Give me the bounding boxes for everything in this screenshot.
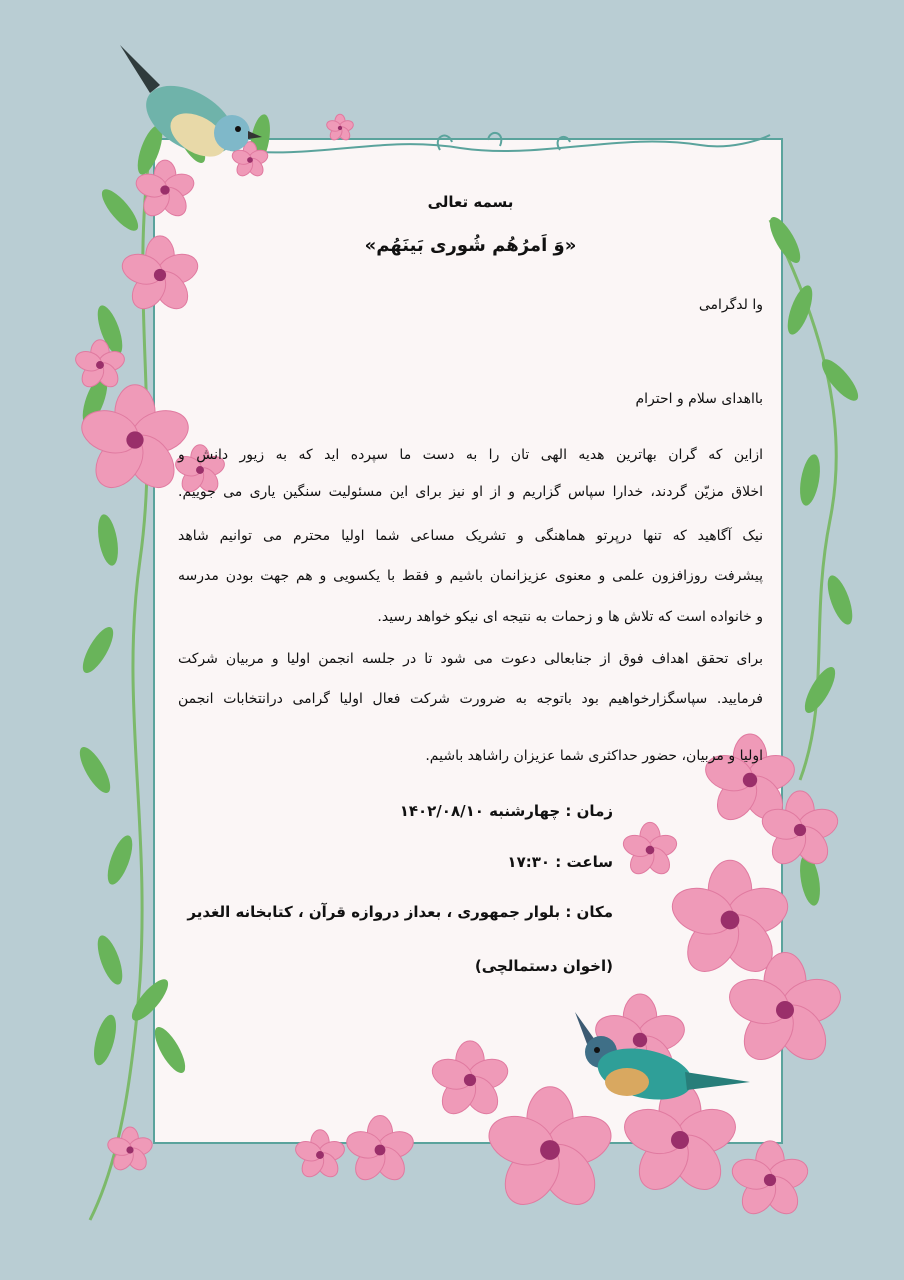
flower-icon	[106, 1127, 155, 1174]
meeting-date: زمان : چهارشنبه ۱۴۰۲/۰۸/۱۰	[399, 802, 613, 820]
leaf-icon	[103, 832, 138, 887]
flower-icon	[621, 822, 680, 878]
basmala-heading: بسمه تعالی	[427, 193, 514, 211]
meeting-time: ساعت : ۱۷:۳۰	[507, 853, 613, 871]
leaf-icon	[93, 932, 128, 987]
meeting-place: مکان : بلوار جمهوری ، بعداز دروازه قرآن ، کتابخانه الغدیر	[187, 903, 613, 921]
flower-icon	[343, 1116, 416, 1186]
paragraph-line: پیشرفت روزافزون علمی و معنوی عزیزانمان باشیم و فقط با یکسویی و هم جهت بودن مدرسه	[178, 568, 763, 584]
flower-icon	[293, 1130, 347, 1181]
leaf-icon	[799, 663, 841, 717]
paragraph-line: فرمایید. سپاسگزارخواهیم بود باتوجه به ضرورت شرکت فعال اولیا گرامی درانتخابات انجمن	[178, 691, 763, 707]
flower-icon	[428, 1041, 511, 1120]
leaf-icon	[797, 453, 824, 507]
leaf-icon	[816, 354, 863, 405]
flower-icon	[728, 1141, 811, 1220]
paragraph-line: نیک آگاهید که تنها درپرتو هماهنگی و تشریک مساعی شما اولیا محترم می توانیم شاهد	[178, 528, 763, 544]
leaf-icon	[77, 623, 119, 677]
flower-icon	[619, 1083, 741, 1199]
paragraph-line: و خانواده است که تلاش ها و زحمات به نتیجه ای نیکو خواهد رسید.	[377, 609, 763, 625]
paragraph-line: اولیا و مربیان، حضور حداکثری شما عزیزان راشاهد باشیم.	[425, 748, 763, 764]
greeting: بااهدای سلام و احترام	[635, 391, 763, 407]
paragraph-line: برای تحقق اهداف فوق از جنابعالی دعوت می شود تا در جلسه انجمن اولیا و مربیان شرکت	[178, 651, 763, 667]
quran-verse: «وَ اَمرُهُم شُوری بَینَهُم»	[364, 235, 577, 256]
leaf-icon	[126, 974, 173, 1025]
leaf-icon	[823, 572, 858, 627]
flower-icon	[325, 114, 354, 142]
recipient-salutation: وا لدگرامی	[698, 297, 763, 313]
leaf-icon	[74, 743, 116, 797]
paragraph-line: اخلاق مزیّن گردند، خدارا سپاس گزاریم و از او نیز برای این مسئولیت سنگین یاری می جوییم.	[178, 484, 763, 500]
leaf-icon	[764, 213, 806, 267]
paragraph-line: ازاین که گران بهاترین هدیه الهی تان را به دست ما سپرده اید که به زیور دانش و	[178, 447, 763, 463]
meeting-place-detail: (اخوان دستمالچی)	[474, 957, 613, 975]
flower-icon	[483, 1087, 618, 1215]
leaf-icon	[149, 1023, 191, 1077]
leaf-icon	[90, 1013, 121, 1068]
leaf-icon	[96, 184, 143, 235]
leaf-icon	[95, 513, 122, 567]
flower-icon	[724, 953, 846, 1069]
